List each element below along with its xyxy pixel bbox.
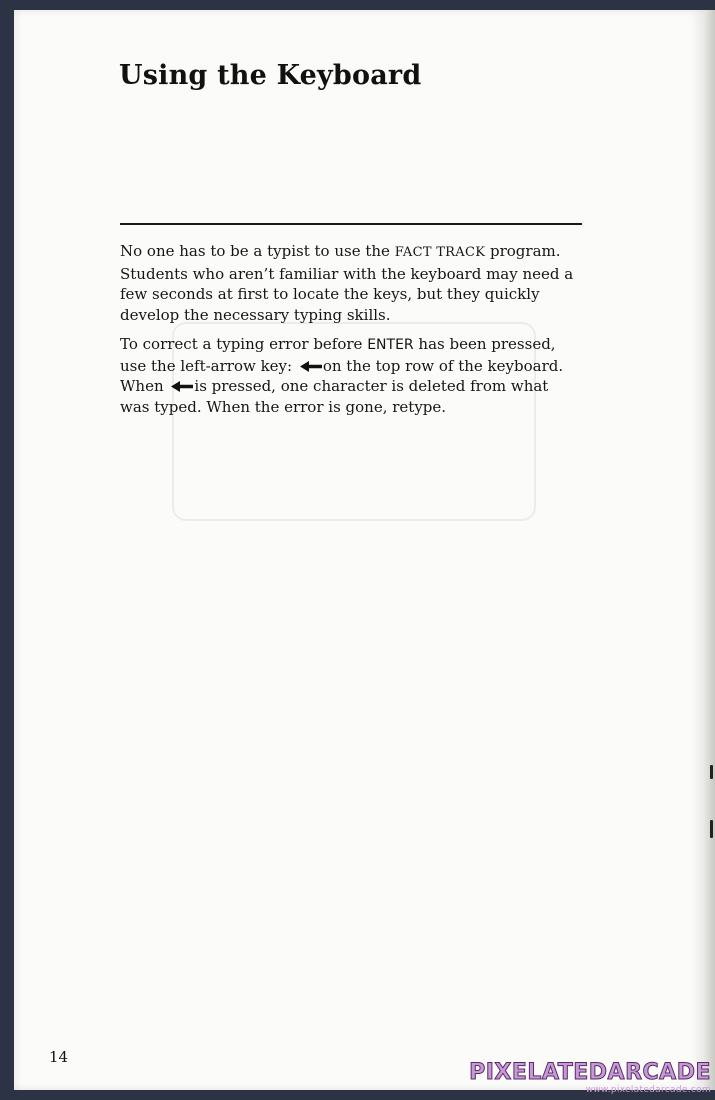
- edge-mark: [710, 765, 713, 779]
- paragraph-correction: To correct a typing error before ENTER has been pressed, use the left-arrow key: on the top row of the keyboard. When is pressed, one character is deleted from what was typed. When the error is gone, retype.: [120, 335, 564, 416]
- left-arrow-key-icon: [171, 381, 193, 392]
- enter-key-label: ENTER: [367, 337, 414, 353]
- manual-page: [14, 10, 704, 1090]
- watermark-url: www.pixelatedarcade.com: [585, 1085, 711, 1095]
- left-arrow-key-icon: [300, 361, 322, 372]
- edge-mark: [710, 820, 713, 838]
- watermark: [469, 1062, 711, 1095]
- paragraph-intro: No one has to be a typist to use the FACT TRACK program. Students who aren’t familiar with the keyboard may need a few seconds at first to locate the keys, but they quickly develop the necessary typing skills.: [120, 242, 574, 324]
- page-spine-shadow: [704, 10, 715, 1090]
- watermark-brand: PIXELATEDARCADE: [469, 1060, 711, 1085]
- program-name: FACT TRACK: [394, 245, 486, 260]
- heading-divider: [120, 223, 582, 225]
- page-title: Using the Keyboard: [119, 60, 422, 91]
- page-number: 14: [49, 1048, 69, 1066]
- body-text: [120, 241, 582, 426]
